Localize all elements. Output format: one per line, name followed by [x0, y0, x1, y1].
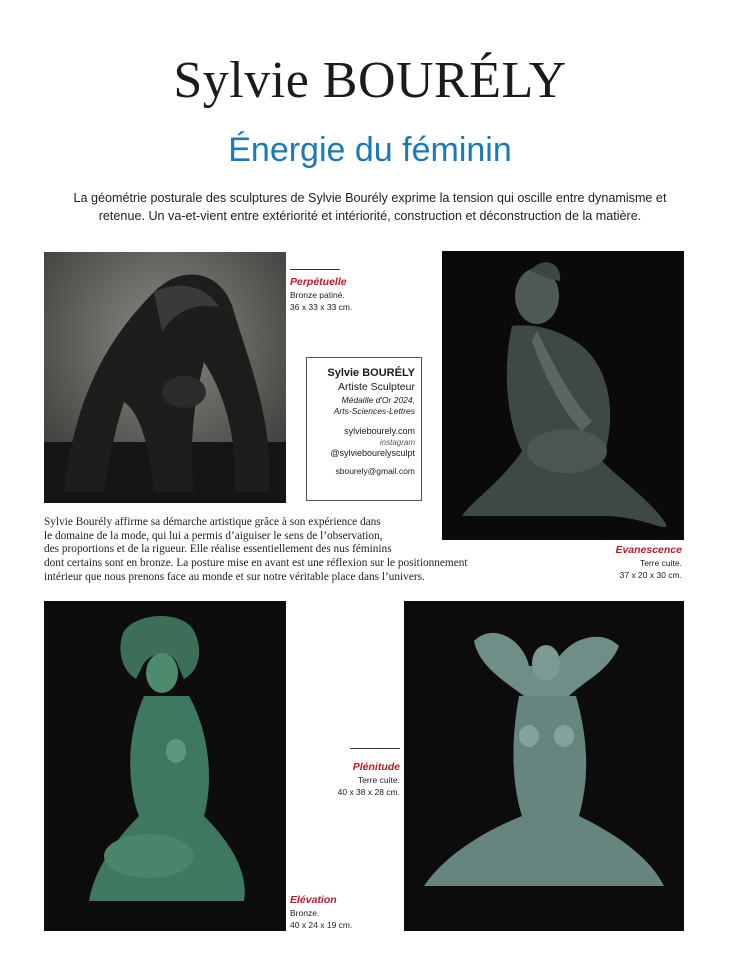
- email-link[interactable]: sbourely@gmail.com: [335, 466, 415, 476]
- caption-perpetuelle: [290, 276, 400, 313]
- work-dimensions: 40 x 24 x 19 cm.: [290, 920, 353, 930]
- photo-perpetuelle: [44, 252, 286, 503]
- caption-evanescence: [560, 544, 682, 581]
- work-dimensions: 40 x 38 x 28 cm.: [337, 787, 400, 797]
- page-subtitle: Énergie du féminin: [228, 131, 512, 169]
- page-title: Sylvie BOURÉLY: [173, 52, 567, 109]
- bio-line: dont certains sont en bronze. La posture mise en avant est une réflexion sur le positionnement: [44, 557, 468, 570]
- bio-line: Sylvie Bourély affirme sa démarche artistique grâce à son expérience dans: [44, 516, 381, 528]
- intro-paragraph: La géométrie posturale des sculptures de Sylvie Bourély exprime la tension qui oscille entre dynamisme et retenue. Un va-et-vient entre extériorité et intériorité, construction et déconstruction de la matière.: [73, 191, 667, 223]
- sculpture-elevation-image: [44, 601, 286, 931]
- caption-rule: [290, 269, 340, 270]
- caption-rule: [350, 748, 400, 749]
- sculpture-plenitude-image: [404, 601, 684, 931]
- sculpture-evanescence-image: [442, 251, 684, 540]
- contact-card: [306, 357, 422, 501]
- work-title: Perpétuelle: [290, 276, 347, 288]
- work-dimensions: 36 x 33 x 33 cm.: [290, 302, 353, 312]
- card-role: Artiste Sculpteur: [337, 381, 415, 393]
- caption-elevation: [290, 894, 400, 931]
- caption-plenitude: [290, 761, 400, 798]
- work-material: Terre cuite.: [357, 775, 400, 785]
- photo-elevation: [44, 601, 286, 931]
- photo-evanescence: [442, 251, 684, 540]
- biography-paragraph: [44, 516, 514, 585]
- work-material: Bronze patiné.: [290, 290, 345, 300]
- sculpture-perpetuelle-image: [44, 252, 286, 503]
- photo-plenitude: [404, 601, 684, 931]
- work-dimensions: 37 x 20 x 30 cm.: [619, 570, 682, 580]
- work-title: Elévation: [290, 894, 337, 906]
- work-material: Bronze.: [290, 908, 320, 918]
- bio-line: le domaine de la mode, qui lui a permis d’aiguiser le sens de l’observation,: [44, 529, 383, 542]
- instagram-label: instagram: [379, 438, 415, 447]
- bio-line: des proportions et de la rigueur. Elle réalise essentiellement des nus féminins: [44, 543, 392, 556]
- website-link[interactable]: sylviebourely.com: [344, 426, 415, 436]
- card-name: Sylvie BOURÉLY: [327, 367, 415, 379]
- card-award-line-1: Médaille d'Or 2024,: [341, 395, 415, 405]
- work-material: Terre cuite.: [639, 558, 682, 568]
- work-title: Plénitude: [352, 761, 400, 773]
- bio-line: intérieur que nous prenons face au monde et sur notre véritable place dans l’univers.: [44, 570, 425, 583]
- card-award-line-2: Arts-Sciences-Lettres: [333, 406, 415, 416]
- instagram-link[interactable]: @sylviebourelysculpt: [330, 448, 415, 458]
- work-title: Evanescence: [615, 544, 682, 556]
